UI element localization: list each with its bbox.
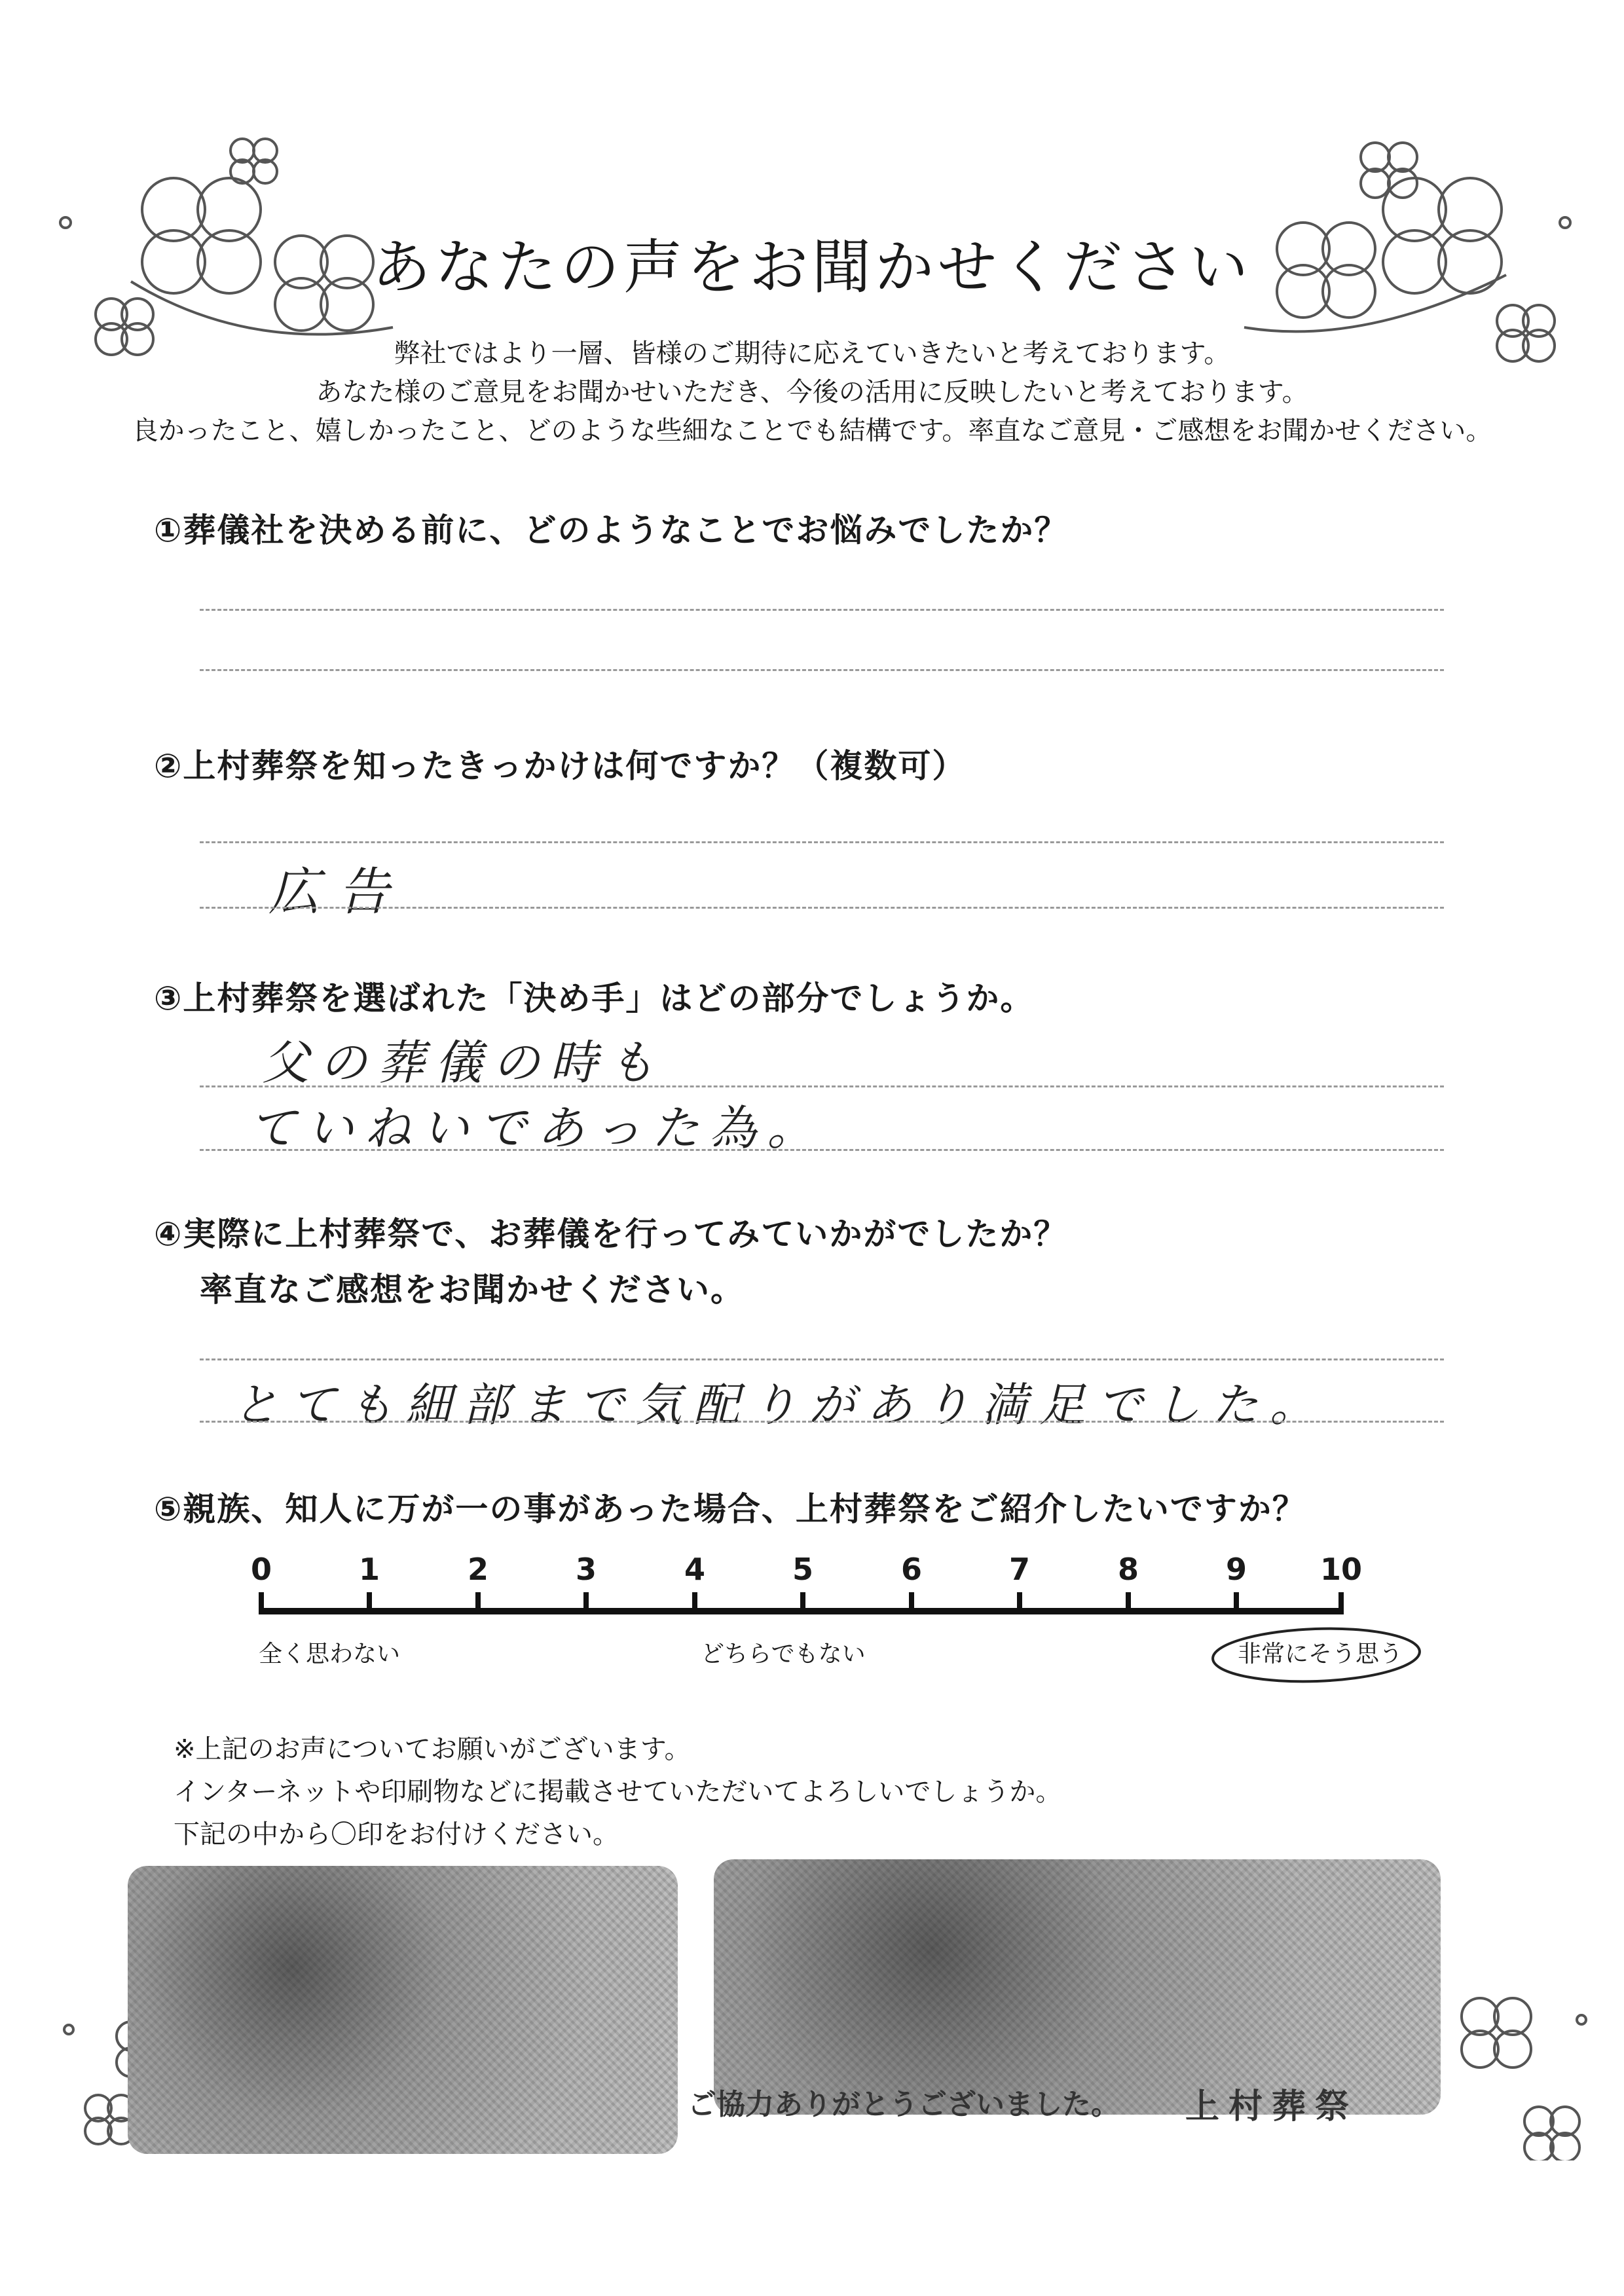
note-line-3: 下記の中から〇印をお付けください。: [174, 1819, 619, 1850]
question-2-label: ②上村葬祭を知ったきっかけは何ですか？（複数可）: [154, 747, 967, 785]
scale-label-high: 非常にそう思う: [1238, 1641, 1403, 1667]
answer-2-line-2: [200, 907, 1444, 909]
clover-decoration-bottom-right: [1441, 1964, 1598, 2160]
scale-tick-3: [583, 1592, 589, 1614]
scale-tick-10: [1338, 1592, 1344, 1614]
scale-tick-5: [800, 1592, 805, 1614]
answer-1-line-1: [200, 609, 1444, 611]
footer-company: 上村葬祭: [1185, 2087, 1359, 2126]
redacted-area-left: [128, 1866, 678, 2154]
answer-2-handwriting: 広告: [268, 863, 408, 922]
answer-3-handwriting-line-2: ていねいであった為。: [249, 1101, 825, 1156]
selected-answer-circle: [1208, 1622, 1424, 1688]
scale-tick-8: [1126, 1592, 1131, 1614]
answer-1-line-2: [200, 669, 1444, 671]
scale-tick-9: [1234, 1592, 1239, 1614]
answer-3-handwriting-line-1: 父の葬儀の時も: [262, 1035, 666, 1090]
page-title: あなたの声をお聞かせください: [372, 233, 1252, 302]
scale-tick-7: [1017, 1592, 1022, 1614]
scale-number-3: 3: [575, 1552, 597, 1587]
scale-tick-1: [367, 1592, 372, 1614]
scale-tick-4: [692, 1592, 697, 1614]
answer-4-line-1: [200, 1358, 1444, 1360]
question-5-label: ⑤親族、知人に万が一の事があった場合、上村葬祭をご紹介したいですか？: [154, 1490, 1306, 1528]
note-line-1: ※上記のお声についてお願いがございます。: [174, 1734, 691, 1764]
intro-line-1: 弊社ではより一層、皆様のご期待に応えていきたいと考えております。: [394, 338, 1230, 369]
scale-number-8: 8: [1117, 1552, 1139, 1587]
intro-line-3: 良かったこと、嬉しかったこと、どのような些細なことでも結構です。率直なご意見・ご感想をお聞かせください。: [132, 416, 1492, 446]
scale-tick-6: [909, 1592, 914, 1614]
answer-3-line-2: [200, 1149, 1444, 1151]
scale-label-low: 全く思わない: [259, 1641, 401, 1667]
scale-number-1: 1: [358, 1552, 380, 1587]
question-4-label-line-2: 率直なご感想をお聞かせください。: [200, 1271, 745, 1309]
scale-number-0: 0: [250, 1552, 272, 1587]
answer-4-line-2: [200, 1421, 1444, 1423]
intro-line-2: あなた様のご意見をお聞かせいただき、今後の活用に反映したいと考えております。: [316, 377, 1308, 407]
scale-number-5: 5: [792, 1552, 813, 1587]
footer-thanks: ご協力ありがとうございました。: [688, 2088, 1120, 2121]
scale-label-mid: どちらでもない: [701, 1641, 866, 1667]
scale-number-2: 2: [467, 1552, 489, 1587]
question-1-label: ①葬儀社を決める前に、どのようなことでお悩みでしたか？: [154, 511, 1069, 549]
answer-2-line-1: [200, 841, 1444, 843]
scale-tick-2: [475, 1592, 481, 1614]
note-line-2: インターネットや印刷物などに掲載させていただいてよろしいでしょうか。: [174, 1777, 1062, 1807]
scale-tick-0: [259, 1592, 264, 1614]
question-4-label-line-1: ④実際に上村葬祭で、お葬儀を行ってみていかがでしたか？: [154, 1215, 1068, 1253]
redacted-area-right: [714, 1859, 1441, 2115]
scale-number-9: 9: [1225, 1552, 1247, 1587]
scale-number-4: 4: [684, 1552, 705, 1587]
question-3-label: ③上村葬祭を選ばれた「決め手」はどの部分でしょうか。: [154, 979, 1035, 1017]
answer-4-handwriting: とても細部まで気配りがあり満足でした。: [232, 1378, 1327, 1432]
answer-3-line-1: [200, 1085, 1444, 1087]
scale-number-7: 7: [1008, 1552, 1030, 1587]
scale-number-10: 10: [1320, 1552, 1362, 1587]
scale-number-6: 6: [900, 1552, 922, 1587]
